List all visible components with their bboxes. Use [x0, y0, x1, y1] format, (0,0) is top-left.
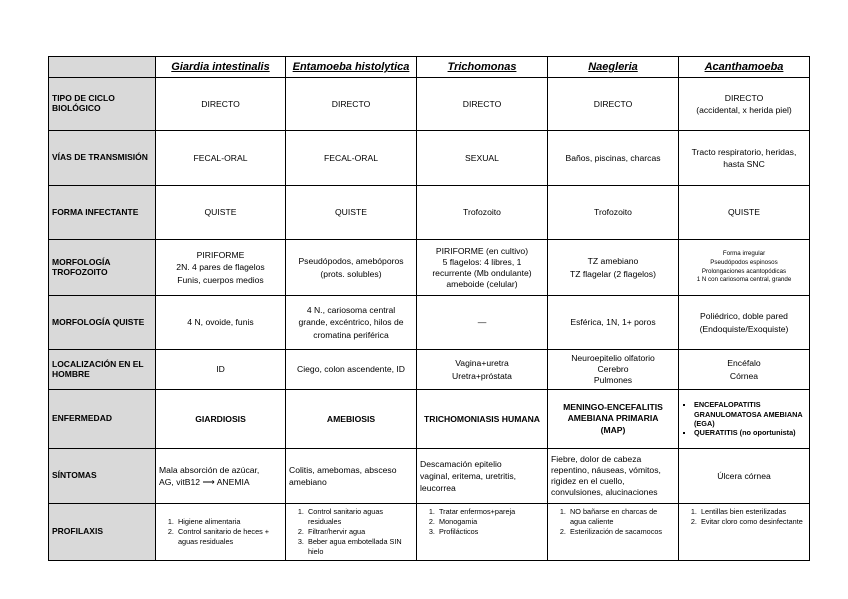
cell-sintomas-entamoeba — [286, 449, 417, 504]
list-item: 2. Esterilización de sacamocos — [568, 527, 675, 537]
cell-line: (accidental, x herida piel) — [696, 105, 792, 115]
cell-profilaxis-giardia — [156, 504, 286, 561]
row-localizacion — [49, 350, 810, 390]
cell-sintomas-trichomonas — [417, 449, 548, 504]
cell-profilaxis-trichomonas — [417, 504, 548, 561]
cell-line: recurrente (Mb ondulante) — [432, 267, 532, 278]
comparison-table — [48, 56, 810, 561]
row-enfermedad — [49, 390, 810, 449]
cell-line: PIRIFORME — [196, 250, 245, 261]
cell-line: Poliédrico, doble pared — [700, 311, 788, 322]
cell-infectante-giardia: QUISTE — [156, 186, 286, 240]
cell-line: PIRIFORME (en cultivo) — [435, 245, 529, 256]
prophylaxis-list — [289, 507, 413, 556]
cell-localizacion-naegleria — [548, 350, 679, 390]
cell-quiste-giardia: 4 N, ovoide, funis — [156, 296, 286, 350]
cell-transmision-trichomonas: SEXUAL — [417, 131, 548, 186]
list-item: 1. Tratar enfermos+pareja — [437, 507, 544, 517]
cell-enfermedad-acanthamoeba — [679, 390, 810, 449]
cell-line: TZ flagelar (2 flagelos) — [570, 268, 656, 279]
cell-localizacion-trichomonas — [417, 350, 548, 390]
cell-localizacion-entamoeba: Ciego, colon ascendente, ID — [286, 350, 417, 390]
cell-line: 5 flagelos: 4 libres, 1 — [442, 256, 522, 267]
cell-line: Cerebro — [597, 363, 629, 374]
cell-line: hasta SNC — [723, 159, 765, 169]
cell-infectante-trichomonas: Trofozoito — [417, 186, 548, 240]
cell-trofozoito-naegleria — [548, 240, 679, 296]
cell-line: repentino, náuseas, vómitos, — [551, 464, 661, 475]
row-infectante — [49, 186, 810, 240]
cell-line: DIRECTO — [724, 92, 764, 103]
cell-line: Pseudópodos, amebóporos — [298, 256, 404, 267]
cell-line: amebiano — [289, 477, 327, 487]
cell-line: Descamación epitelio — [420, 458, 502, 469]
header-giardia: Giardia intestinalis — [156, 57, 286, 78]
header-row — [49, 57, 810, 78]
row-label-localizacion: LOCALIZACIÓN EN EL HOMBRE — [49, 350, 156, 390]
cell-sintomas-acanthamoeba: Úlcera córnea — [679, 449, 810, 504]
row-label-ciclo: TIPO DE CICLO BIOLÓGICO — [49, 78, 156, 131]
cell-trofozoito-giardia — [156, 240, 286, 296]
row-label-enfermedad: ENFERMEDAD — [49, 390, 156, 449]
cell-line: Vagina+uretra — [455, 358, 509, 369]
row-label-sintomas: SÍNTOMAS — [49, 449, 156, 504]
row-quiste — [49, 296, 810, 350]
cell-line: vaginal, eritema, uretritis, — [420, 470, 516, 481]
cell-quiste-entamoeba — [286, 296, 417, 350]
list-item: ▪ QUERATITIS (no oportunista) — [694, 428, 806, 437]
cell-line: AG, vitB12 ⟶ ANEMIA — [159, 477, 250, 487]
prophylaxis-list — [159, 517, 282, 547]
cell-trofozoito-trichomonas — [417, 240, 548, 296]
cell-sintomas-giardia — [156, 449, 286, 504]
cell-profilaxis-entamoeba — [286, 504, 417, 561]
cell-line: Neuroepitelio olfatorio — [571, 352, 655, 363]
cell-line: Prolongaciones acantopódicas — [701, 267, 787, 275]
cell-localizacion-acanthamoeba — [679, 350, 810, 390]
row-label-profilaxis: PROFILAXIS — [49, 504, 156, 561]
cell-ciclo-giardia: DIRECTO — [156, 78, 286, 131]
cell-infectante-entamoeba: QUISTE — [286, 186, 417, 240]
cell-sintomas-naegleria — [548, 449, 679, 504]
cell-line: TZ amebiano — [587, 256, 639, 267]
prophylaxis-list — [682, 507, 806, 527]
corner-cell — [49, 57, 156, 78]
row-label-trofozoito: MORFOLOGÍA TROFOZOITO — [49, 240, 156, 296]
cell-line: Pulmones — [593, 375, 633, 386]
cell-line: cromatina periférica — [313, 329, 389, 340]
row-label-transmision: VÍAS DE TRANSMISIÓN — [49, 131, 156, 186]
cell-line: leucorrea — [420, 483, 456, 494]
cell-transmision-giardia: FECAL-ORAL — [156, 131, 286, 186]
cell-ciclo-entamoeba: DIRECTO — [286, 78, 417, 131]
cell-enfermedad-entamoeba: AMEBIOSIS — [286, 390, 417, 449]
cell-line: Forma irregular — [722, 249, 766, 257]
disease-list — [682, 400, 806, 438]
list-item: 1. NO bañarse en charcas de agua caliente — [568, 507, 675, 527]
list-item: 1. Lentillas bien esterilizadas — [699, 507, 806, 517]
cell-line: MENINGO-ENCEFALITIS — [563, 402, 663, 413]
cell-trofozoito-entamoeba — [286, 240, 417, 296]
cell-line: ameboide (celular) — [446, 278, 518, 289]
header-entamoeba: Entamoeba histolytica — [286, 57, 417, 78]
list-item: 1. Higiene alimentaria — [176, 517, 282, 527]
row-profilaxis — [49, 504, 810, 561]
cell-transmision-naegleria: Baños, piscinas, charcas — [548, 131, 679, 186]
cell-infectante-acanthamoeba: QUISTE — [679, 186, 810, 240]
cell-line: Pseudópodos espinosos — [710, 258, 778, 266]
list-item: 2. Evitar cloro como desinfectante — [699, 517, 806, 527]
cell-line: Fiebre, dolor de cabeza — [551, 453, 642, 464]
cell-line: rigidez en el cuello, — [551, 476, 625, 486]
cell-line: 1 N con cariosoma central, grande — [696, 276, 792, 284]
prophylaxis-list — [420, 507, 544, 537]
cell-line: Funis, cuerpos medios — [177, 274, 264, 285]
cell-line: 4 N., cariosoma central — [306, 305, 396, 316]
list-item: 2. Control sanitario de heces + aguas residuales — [176, 527, 282, 547]
cell-line: Córnea — [729, 370, 759, 381]
cell-ciclo-acanthamoeba — [679, 78, 810, 131]
list-item: 3. Beber agua embotellada SIN hielo — [306, 537, 413, 557]
list-item: 1. Control sanitario aguas residuales — [306, 507, 413, 527]
cell-quiste-naegleria: Esférica, 1N, 1+ poros — [548, 296, 679, 350]
cell-line: (Endoquiste/Exoquiste) — [699, 323, 789, 334]
cell-infectante-naegleria: Trofozoito — [548, 186, 679, 240]
cell-line: Uretra+próstata — [452, 370, 512, 381]
cell-transmision-entamoeba: FECAL-ORAL — [286, 131, 417, 186]
cell-line: Encéfalo — [727, 358, 761, 369]
cell-line: AMEBIANA PRIMARIA — [567, 413, 659, 424]
cell-line: (prots. solubles) — [320, 268, 382, 279]
prophylaxis-list — [551, 507, 675, 537]
list-item: 3. Profilácticos — [437, 527, 544, 537]
cell-enfermedad-naegleria — [548, 390, 679, 449]
row-trofozoito — [49, 240, 810, 296]
cell-line: (MAP) — [600, 424, 626, 435]
cell-transmision-acanthamoeba — [679, 131, 810, 186]
cell-line: Tracto respiratorio, heridas, — [691, 146, 797, 157]
list-item: 2. Filtrar/hervir agua — [306, 527, 413, 537]
cell-line: 2N. 4 pares de flagelos — [176, 262, 265, 273]
cell-profilaxis-naegleria — [548, 504, 679, 561]
header-acanthamoeba: Acanthamoeba — [679, 57, 810, 78]
list-item: 2. Monogamia — [437, 517, 544, 527]
header-naegleria: Naegleria — [548, 57, 679, 78]
cell-ciclo-naegleria: DIRECTO — [548, 78, 679, 131]
cell-profilaxis-acanthamoeba — [679, 504, 810, 561]
row-sintomas — [49, 449, 810, 504]
cell-enfermedad-trichomonas: TRICHOMONIASIS HUMANA — [417, 390, 548, 449]
cell-enfermedad-giardia: GIARDIOSIS — [156, 390, 286, 449]
list-item: ▪ ENCEFALOPATITIS GRANULOMATOSA AMEBIANA (EGA) — [694, 400, 806, 428]
row-label-quiste: MORFOLOGÍA QUISTE — [49, 296, 156, 350]
cell-line: Colitis, amebomas, absceso — [289, 464, 397, 475]
cell-quiste-acanthamoeba — [679, 296, 810, 350]
cell-trofozoito-acanthamoeba — [679, 240, 810, 296]
header-trichomonas: Trichomonas — [417, 57, 548, 78]
cell-line: grande, excéntrico, hilos de — [298, 317, 404, 328]
cell-quiste-trichomonas: — — [417, 296, 548, 350]
cell-line: Mala absorción de azúcar, — [159, 464, 260, 475]
row-ciclo — [49, 78, 810, 131]
row-label-infectante: FORMA INFECTANTE — [49, 186, 156, 240]
cell-line: convulsiones, alucinaciones — [551, 487, 658, 498]
cell-localizacion-giardia: ID — [156, 350, 286, 390]
row-transmision — [49, 131, 810, 186]
cell-ciclo-trichomonas: DIRECTO — [417, 78, 548, 131]
